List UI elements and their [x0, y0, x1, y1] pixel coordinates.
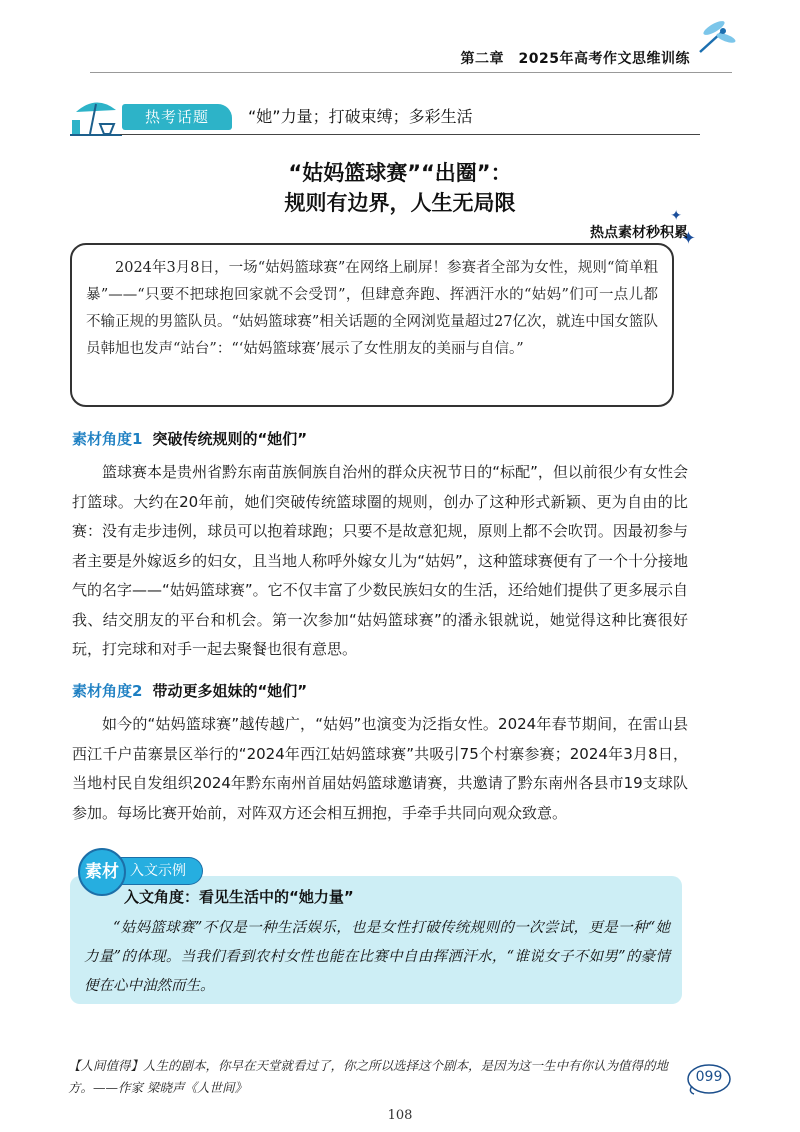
page-badge	[686, 1062, 732, 1096]
section-body-1: 篮球赛本是贵州省黔东南苗族侗族自治州的群众庆祝节日的“标配”，但以前很少有女性会打篮球。大约在20年前，她们突破传统篮球圈的规则，创办了这种形式新颖、更为自由的比赛：没有走步违例，球员可以抱着球跑；只要不是故意犯规，原则上都不会吹罚。因最初参与者主要是外嫁返乡的妇女，且当地人称呼外嫁女儿为“姑妈”，这种篮球赛便有了一个十分接地气的名字——“姑妈篮球赛”。它不仅丰富了少数民族妇女的生活，还给她们提供了更多展示自我、结交朋友的平台和机会。第一次参加“姑妈篮球赛”的潘永银就说，她觉得这种比赛很好玩，打完球和对手一起去聚餐也很有意思。	[72, 463, 688, 658]
material-badge: 素材	[78, 848, 126, 896]
topic-keywords: “她”力量；打破束缚；多彩生活	[248, 107, 473, 126]
section-title-1	[72, 428, 307, 449]
example-box	[70, 876, 682, 1004]
topic-underline	[120, 134, 700, 135]
section-name: 带动更多姐妹的“她们”	[152, 682, 308, 700]
beach-umbrella-icon	[70, 92, 126, 142]
section-name: 突破传统规则的“她们”	[152, 430, 308, 448]
section-label: 素材角度2	[72, 682, 143, 700]
page-badge-number: 099	[695, 1069, 723, 1085]
hot-material-label: 热点素材秒积累	[590, 225, 688, 241]
topic-bar	[70, 92, 700, 138]
dragonfly-icon	[692, 18, 740, 62]
footer-quote: 【人间值得】人生的剧本，你早在天堂就看过了，你之所以选择这个剧本，是因为这一生中有你认为值得的地方。——作家 梁晓声《人世间》	[68, 1058, 669, 1095]
sparkle-icon: ✦	[670, 208, 682, 224]
page-number: 108	[387, 1108, 413, 1123]
topic-tag: 热考话题	[122, 104, 232, 130]
example-angle: 入文角度：看见生活中的“她力量”	[124, 888, 354, 906]
section-title-2	[72, 680, 307, 701]
header-divider	[90, 72, 732, 73]
example-text: “姑妈篮球赛”不仅是一种生活娱乐，也是女性打破传统规则的一次尝试，更是一种“她力量”的体现。当我们看到农村女性也能在比赛中自由挥洒汗水，“谁说女子不如男”的豪情便在心中油然而生。	[84, 920, 670, 994]
section-body-2: 如今的“姑妈篮球赛”越传越广，“姑妈”也演变为泛指女性。2024年春节期间，在雷山县西江千户苗寨景区举行的“2024年西江姑妈篮球赛”共吸引75个村寨参赛；2024年3月8日，当地村民自发组织2024年黔东南州首届姑妈篮球邀请赛，共邀请了黔东南州各县市19支球队参加。每场比赛开始前，对阵双方还会相互拥抱，手牵手共同向观众致意。	[72, 715, 688, 822]
sparkle-icon: ✦	[680, 228, 696, 249]
article-title-line2: 规则有边界，人生无局限	[284, 191, 516, 215]
intro-text: 2024年3月8日，一场“姑妈篮球赛”在网络上刷屏！参赛者全部为女性，规则“简单粗暴”——“只要不把球抱回家就不会受罚”，但肆意奔跑、挥洒汗水的“姑妈”们可一点儿都不输正规的男篮队员。“姑妈篮球赛”相关话题的全网浏览量超过27亿次，就连中国女篮队员韩旭也发声“站台”：“‘姑妈篮球赛’展示了女性朋友的美丽与自信。”	[86, 260, 658, 357]
example-panel	[70, 848, 682, 1008]
example-tag: 入文示例	[110, 857, 203, 885]
chapter-title: 第二章 2025年高考作文思维训练	[460, 51, 690, 67]
section-label: 素材角度1	[72, 430, 143, 448]
article-title-line1: “姑妈篮球赛”“出圈”：	[288, 161, 512, 185]
intro-box	[70, 243, 674, 407]
